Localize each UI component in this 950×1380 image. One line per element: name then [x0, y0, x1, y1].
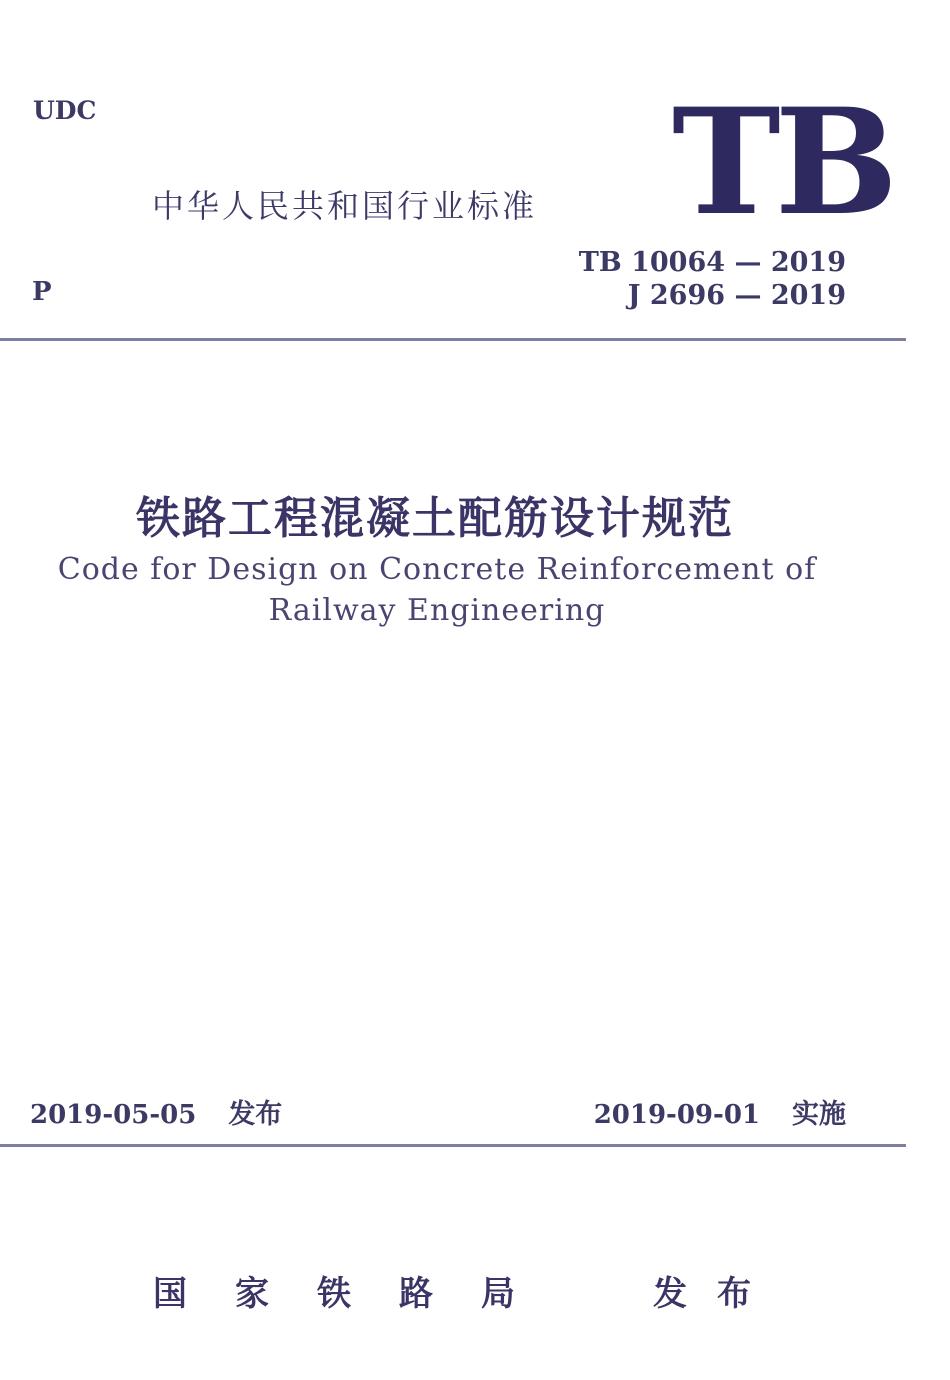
- implement-date-block: [594, 1092, 846, 1131]
- standard-numbers: [579, 246, 846, 312]
- publisher: 国家铁路局: [153, 1274, 563, 1314]
- bottom-divider: [0, 1144, 906, 1147]
- record-number: J 2696 — 2019: [627, 280, 846, 311]
- implement-date: 2019-09-01: [593, 1100, 760, 1130]
- issue-date: 2019-05-05: [30, 1100, 197, 1130]
- title-chinese: 铁路工程混凝土配筋设计规范: [136, 493, 734, 544]
- issue-date-block: [30, 1092, 282, 1131]
- udc-label: UDC: [33, 96, 97, 125]
- standard-number: TB 10064 — 2019: [578, 247, 846, 278]
- implement-label: 实施: [792, 1099, 846, 1130]
- title-english: [0, 549, 874, 631]
- tb-logo: TB: [672, 77, 893, 248]
- top-divider: [0, 338, 906, 341]
- category-code: P: [32, 277, 52, 307]
- publish-label: 发布: [653, 1274, 781, 1314]
- issue-label: 发布: [228, 1099, 283, 1130]
- standard-type: 中华人民共和国行业标准: [152, 187, 538, 225]
- title-english-line-2: Railway Engineering: [268, 593, 606, 628]
- title-english-line-1: Code for Design on Concrete Reinforcement of: [57, 552, 817, 587]
